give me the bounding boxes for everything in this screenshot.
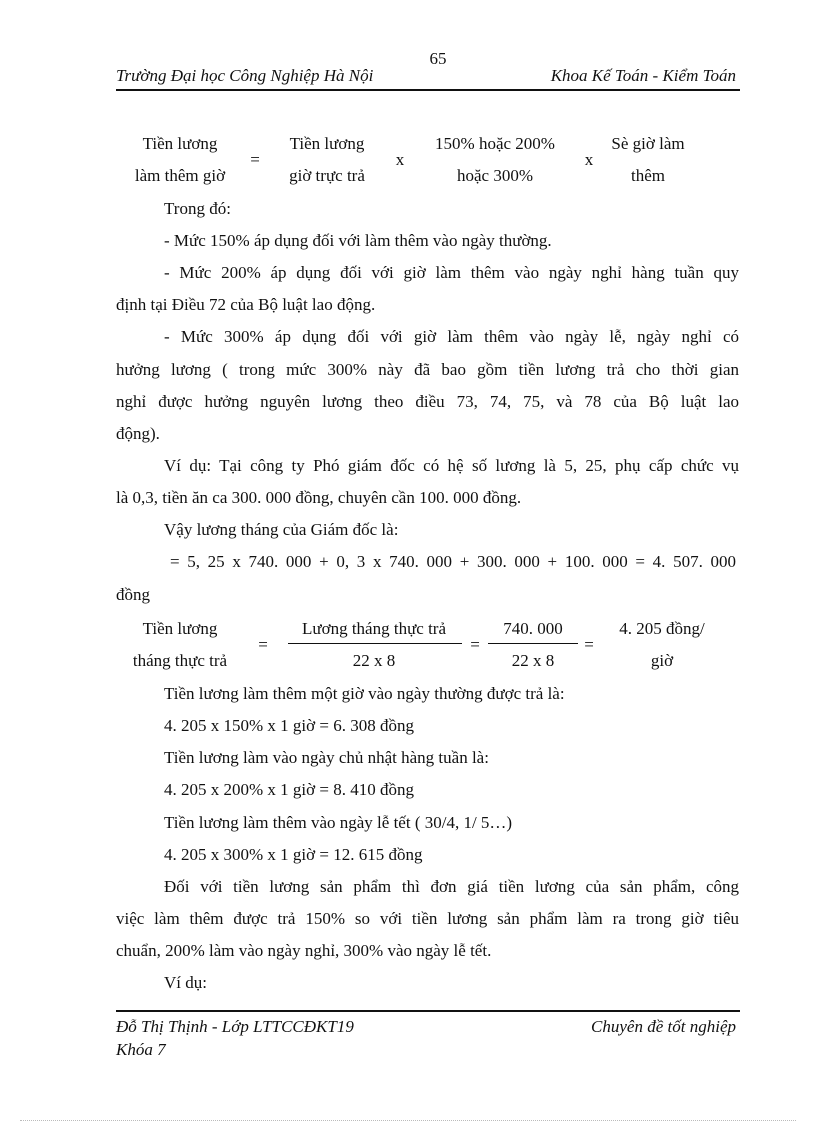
calc-holiday-label: Tiền lương làm thêm vào ngày lễ tết ( 30/4, 1/ 5…): [164, 813, 513, 832]
term-rate-l2: hoặc 300%: [456, 166, 533, 185]
equals-sign: =: [584, 635, 594, 654]
fraction1-denominator: 22 x 8: [352, 651, 396, 670]
fraction2-bar: [488, 643, 578, 644]
term-hourly-pay-l1: Tiền lương: [289, 134, 365, 153]
equals-sign: =: [250, 150, 260, 169]
calc-weekday-value: 4. 205 x 150% x 1 giờ = 6. 308 đồng: [164, 716, 414, 735]
footer-rule: [116, 1010, 740, 1012]
equals-sign: =: [258, 635, 268, 654]
footer-course: Khóa 7: [116, 1040, 166, 1059]
salary-intro: Vậy lương tháng của Giám đốc là:: [164, 520, 399, 539]
page-edge-dots: [20, 1120, 796, 1121]
calc-weekday-label: Tiền lương làm thêm một giờ vào ngày thường được trả là:: [164, 684, 565, 703]
footer-author: Đỗ Thị Thịnh - Lớp LTTCCĐKT19: [116, 1017, 354, 1036]
closing-l1: Đối với tiền lương sản phẩm thì đơn giá tiền lương của sản phẩm, công: [164, 877, 739, 896]
vi-du-label: Ví dụ:: [164, 973, 207, 992]
rule-300-l2: hưởng lương ( trong mức 300% này đã bao gồm tiền lương trả cho thời gian: [116, 360, 739, 379]
rule-200-l2: định tại Điều 72 của Bộ luật lao động.: [116, 295, 376, 314]
calc-sunday-value: 4. 205 x 200% x 1 giờ = 8. 410 đồng: [164, 780, 414, 799]
times-sign: x: [584, 150, 594, 169]
rule-300-l1: - Mức 300% áp dụng đối với giờ làm thêm vào ngày lễ, ngày nghỉ có: [164, 327, 739, 346]
footer-doc-type: Chuyên đề tốt nghiệp: [591, 1017, 736, 1036]
closing-l3: chuẩn, 200% làm vào ngày nghỉ, 300% vào ngày lễ tết.: [116, 941, 492, 960]
term-overtime-pay-l1: Tiền lương: [142, 134, 218, 153]
times-sign: x: [395, 150, 405, 169]
fraction1-bar: [288, 643, 462, 644]
header-school: Trường Đại học Công Nghiệp Hà Nội: [116, 66, 374, 85]
term-overtime-pay-l2: làm thêm giờ: [134, 166, 226, 185]
rule-300-l4: động).: [116, 424, 160, 443]
example-l1: Ví dụ: Tại công ty Phó giám đốc có hệ số lương là 5, 25, phụ cấp chức vụ: [164, 456, 739, 475]
fraction2-numerator: 740. 000: [503, 619, 563, 638]
salary-unit: đồng: [116, 585, 150, 604]
fraction1-numerator: Lương tháng thực trả: [301, 619, 447, 638]
fraction2-denominator: 22 x 8: [511, 651, 555, 670]
header-rule: [116, 89, 740, 91]
hourly-rate-l1: 4. 205 đồng/: [619, 619, 705, 638]
term-hours-l2: thêm: [631, 166, 665, 185]
page-number: 65: [429, 49, 447, 68]
rule-150: - Mức 150% áp dụng đối với làm thêm vào ngày thường.: [164, 231, 552, 250]
equals-sign: =: [470, 635, 480, 654]
calc-sunday-label: Tiền lương làm vào ngày chủ nhật hàng tuần là:: [164, 748, 489, 767]
salary-calculation: = 5, 25 x 740. 000 + 0, 3 x 740. 000 + 300. 000 + 100. 000 = 4. 507. 000: [170, 552, 736, 571]
closing-l2: việc làm thêm được trả 150% so với tiền lương sản phẩm làm ra trong giờ tiêu: [116, 909, 739, 928]
header-faculty: Khoa Kế Toán - Kiểm Toán: [550, 66, 736, 85]
rule-200-l1: - Mức 200% áp dụng đối với giờ làm thêm vào ngày nghỉ hàng tuần quy: [164, 263, 739, 282]
hourly-rate-l2: giờ: [650, 651, 674, 670]
example-l2: là 0,3, tiền ăn ca 300. 000 đồng, chuyên cần 100. 000 đồng.: [116, 488, 522, 507]
rule-300-l3: nghỉ được hưởng nguyên lương theo điều 73, 74, 75, và 78 của Bộ luật lao: [116, 392, 739, 411]
trong-do-label: Trong đó:: [164, 199, 231, 218]
monthly-pay-l2: tháng thực trả: [132, 651, 228, 670]
monthly-pay-l1: Tiền lương: [142, 619, 218, 638]
term-hourly-pay-l2: giờ trực trả: [289, 166, 365, 185]
term-rate-l1: 150% hoặc 200%: [435, 134, 555, 153]
term-hours-l1: Sè giờ làm: [611, 134, 685, 153]
calc-holiday-value: 4. 205 x 300% x 1 giờ = 12. 615 đồng: [164, 845, 423, 864]
